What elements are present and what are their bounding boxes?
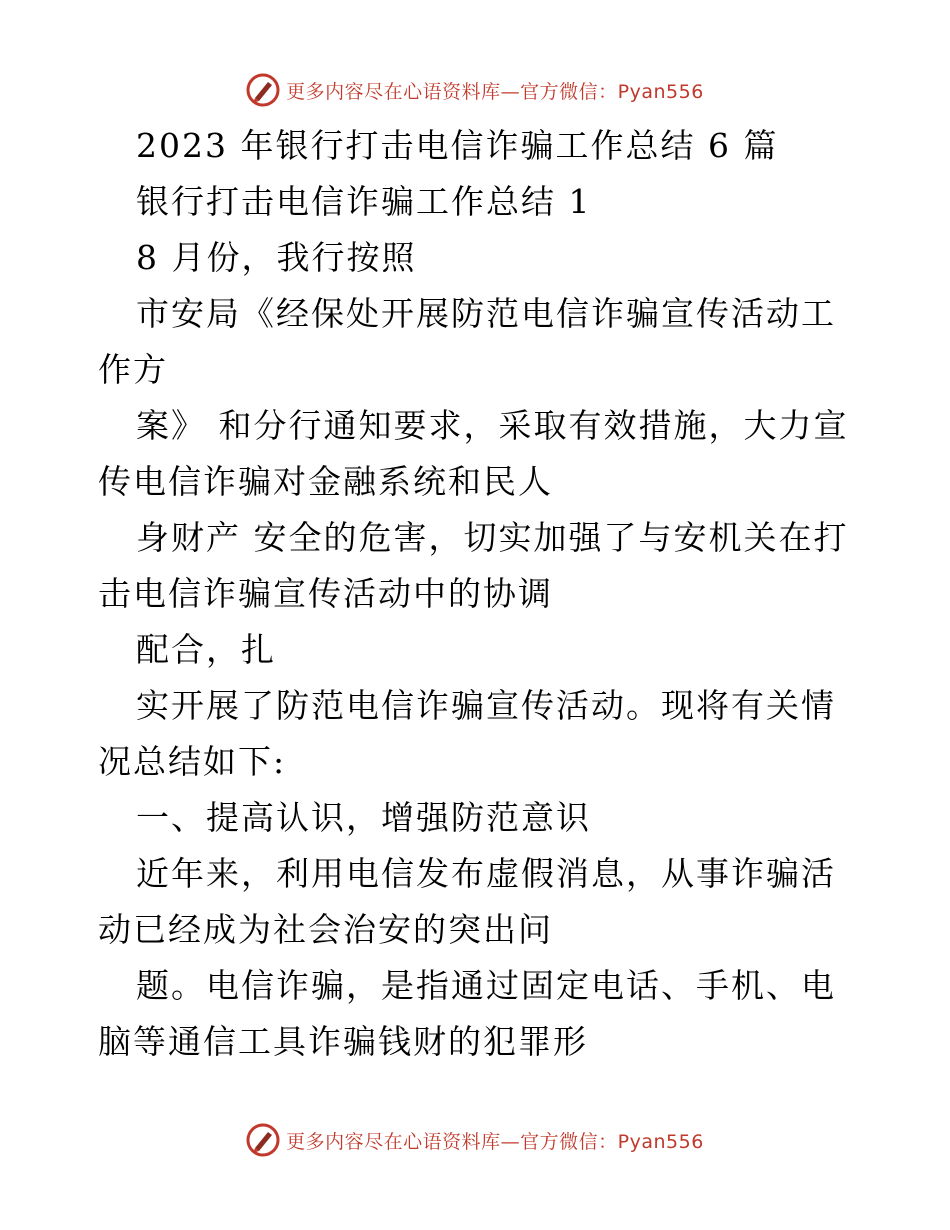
doc-subtitle: 银行打击电信诈骗工作总结 1 (136, 182, 592, 221)
watermark-label: 更多内容尽在心语资料库—官方微信： (286, 80, 618, 103)
doc-paragraph: 市安局《经保处开展防范电信诈骗宣传活动工作方 (98, 294, 836, 389)
doc-paragraph: 8 月份，我行按照 (136, 238, 417, 277)
document-body (98, 118, 858, 1070)
doc-title: 2023 年银行打击电信诈骗工作总结 6 篇 (136, 126, 779, 165)
watermark-wechat-id: Pyan556 (617, 1130, 704, 1153)
watermark-wechat-id: Pyan556 (617, 80, 704, 103)
doc-section-heading: 一、提高认识，增强防范意识 (136, 798, 591, 837)
doc-paragraph: 实开展了防范电信诈骗宣传活动。现将有关情况总结如下: (98, 686, 836, 781)
doc-paragraph: 配合，扎 (136, 630, 276, 669)
doc-paragraph: 案》 和分行通知要求，采取有效措施，大力宣传电信诈骗对金融系统和民人 (98, 406, 849, 501)
pen-logo-icon (246, 73, 280, 107)
watermark-label: 更多内容尽在心语资料库—官方微信： (286, 1130, 618, 1153)
header-watermark (0, 70, 950, 110)
doc-paragraph: 题。电信诈骗，是指通过固定电话、手机、电脑等通信工具诈骗钱财的犯罪形 (98, 966, 836, 1061)
watermark-text (286, 77, 704, 104)
doc-paragraph: 近年来，利用电信发布虚假消息，从事诈骗活动已经成为社会治安的突出问 (98, 854, 836, 949)
pen-logo-icon (246, 1123, 280, 1157)
watermark-text (286, 1127, 704, 1154)
footer-watermark (0, 1120, 950, 1160)
doc-paragraph: 身财产 安全的危害，切实加强了与安机关在打击电信诈骗宣传活动中的协调 (98, 518, 849, 613)
